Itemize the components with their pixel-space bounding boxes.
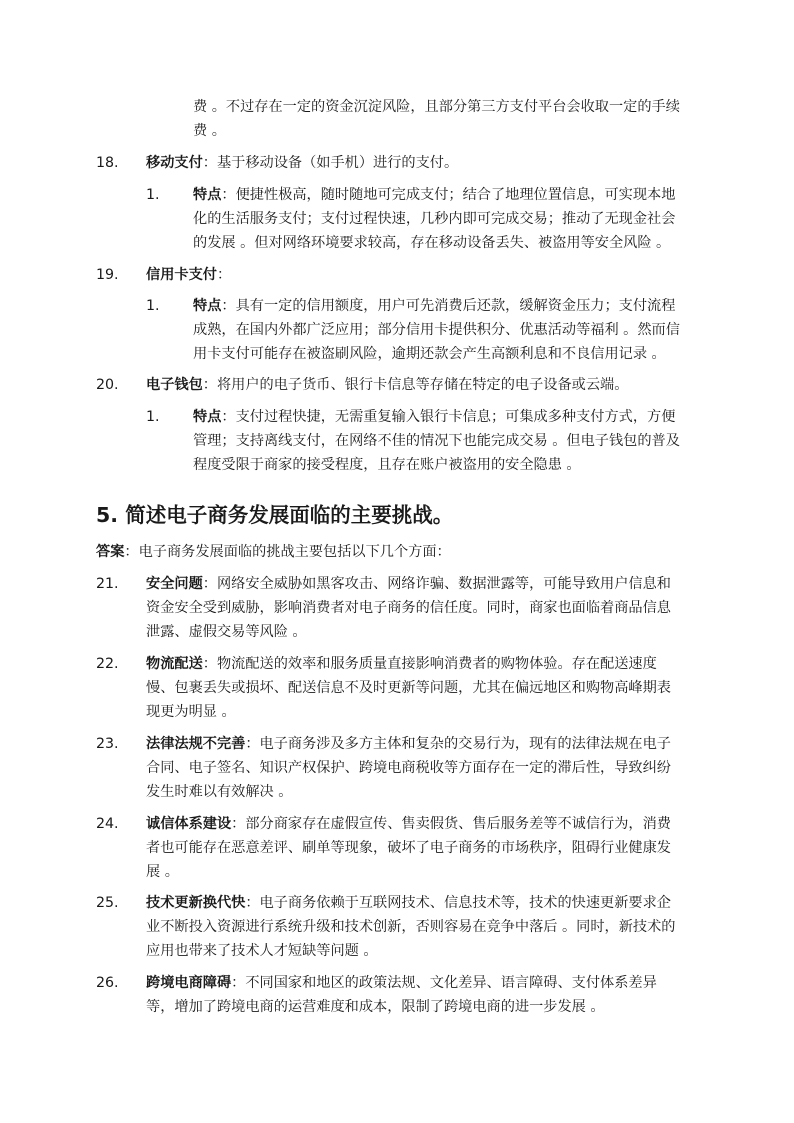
answer-text: ：电子商务发展面临的挑战主要包括以下几个方面： [124,544,451,560]
item-line: 现更为明显 。 [146,704,236,720]
sub-item-line: 化的生活服务支付；支付过程快速，几秒内即可完成交易；推动了无现金社会 [193,211,676,227]
answer-label: 答案 [96,544,125,560]
list-item: 法律法规不完善：电子商务涉及多方主体和复杂的交易行为，现有的法律法规在电子 [146,736,671,752]
sub-item-line: 特点：便捷性极高，随时随地可完成支付；结合了地理位置信息，可实现本地 [193,187,676,203]
item-line: 慢、包裹丢失或损坏、配送信息不及时更新等问题，尤其在偏远地区和购物高峰期表 [146,680,671,696]
list-item [146,151,458,175]
sub-item-line: 的发展 。但对网络环境要求较高，存在移动设备丢失、被盗用等安全风险 。 [193,235,671,251]
list-number: 20. [96,377,119,393]
item-line: 等，增加了跨境电商的运营难度和成本，限制了跨境电商的进一步发展 。 [146,999,605,1015]
list-item: 安全问题：网络安全威胁如黑客攻击、网络诈骗、数据泄露等，可能导致用户信息和 [146,576,671,592]
sub-item-line: 特点：具有一定的信用额度，用户可先消费后还款，缓解资金压力；支付流程 [193,298,676,314]
list-number: 24. [96,816,119,832]
item-line: 应用也带来了技术人才短缺等问题 。 [146,943,378,959]
item-title: 信用卡支付 [146,267,217,283]
sub-item-line: 用卡支付可能存在被盗刷风险，逾期还款会产生高额利息和不良信用记录 。 [193,346,666,362]
sub-item-line: 程度受限于商家的接受程度，且存在账户被盗用的安全隐患 。 [193,457,581,473]
item-text: ： [216,267,232,283]
sub-list-number: 1. [146,187,160,203]
sub-list-number: 1. [146,298,160,314]
sub-item-line: 成熟，在国内外都广泛应用；部分信用卡提供积分、优惠活动等福利 。然而信 [193,322,680,338]
list-number: 23. [96,736,119,752]
item-text: ：基于移动设备（如手机）进行的支付。 [202,155,459,171]
sub-item-title: 特点 [193,298,222,314]
section-heading: 5. 简述电子商务发展面临的主要挑战。 [96,503,454,527]
item-title: 移动支付 [146,155,203,171]
item-title: 法律法规不完善 [146,736,246,752]
item-title: 技术更新换代快 [146,895,246,911]
item-line: 者也可能存在恶意差评、刷单等现象，破坏了电子商务的市场秩序，阻碍行业健康发 [146,840,671,856]
continued-text-line: 费 。 [193,123,226,139]
continued-text-line: 费 。不过存在一定的资金沉淀风险，且部分第三方支付平台会收取一定的手续 [193,99,680,115]
sub-item-line: 特点：支付过程快捷，无需重复输入银行卡信息；可集成多种支付方式，方便 [193,409,676,425]
item-line: 展 。 [146,864,179,880]
list-item: 诚信体系建设：部分商家存在虚假宣传、售卖假货、售后服务差等不诚信行为，消费 [146,816,671,832]
item-title: 物流配送 [146,656,203,672]
list-item [146,373,628,397]
list-item: 跨境电商障碍：不同国家和地区的政策法规、文化差异、语言障碍、支付体系差异 [146,975,657,991]
item-title: 电子钱包 [146,377,203,393]
item-line: 泄露、虚假交易等风险 。 [146,624,307,640]
sub-item-title: 特点 [193,409,222,425]
sub-item-title: 特点 [193,187,222,203]
list-item: 物流配送：物流配送的效率和服务质量直接影响消费者的购物体验。存在配送速度 [146,656,657,672]
sub-item-line: 管理；支持离线支付，在网络不佳的情况下也能完成交易 。但电子钱包的普及 [193,433,680,449]
list-number: 18. [96,155,119,171]
list-number: 26. [96,975,119,991]
item-text: ：将用户的电子货币、银行卡信息等存储在特定的电子设备或云端。 [202,377,629,393]
item-line: 资金安全受到威胁，影响消费者对电子商务的信任度。同时，商家也面临着商品信息 [146,600,671,616]
item-title: 跨境电商障碍 [146,975,232,991]
item-line: 业不断投入资源进行系统升级和技术创新，否则容易在竞争中落后 。同时，新技术的 [146,919,676,935]
list-item [146,263,231,287]
item-title: 诚信体系建设 [146,816,232,832]
item-title: 安全问题 [146,576,203,592]
list-item: 技术更新换代快：电子商务依赖于互联网技术、信息技术等，技术的快速更新要求企 [146,895,671,911]
list-number: 22. [96,656,119,672]
list-number: 19. [96,267,119,283]
answer-intro [96,540,451,564]
item-line: 发生时难以有效解决 。 [146,784,293,800]
sub-list-number: 1. [146,409,160,425]
list-number: 25. [96,895,119,911]
list-number: 21. [96,576,119,592]
item-line: 合同、电子签名、知识产权保护、跨境电商税收等方面存在一定的滞后性，导致纠纷 [146,760,671,776]
